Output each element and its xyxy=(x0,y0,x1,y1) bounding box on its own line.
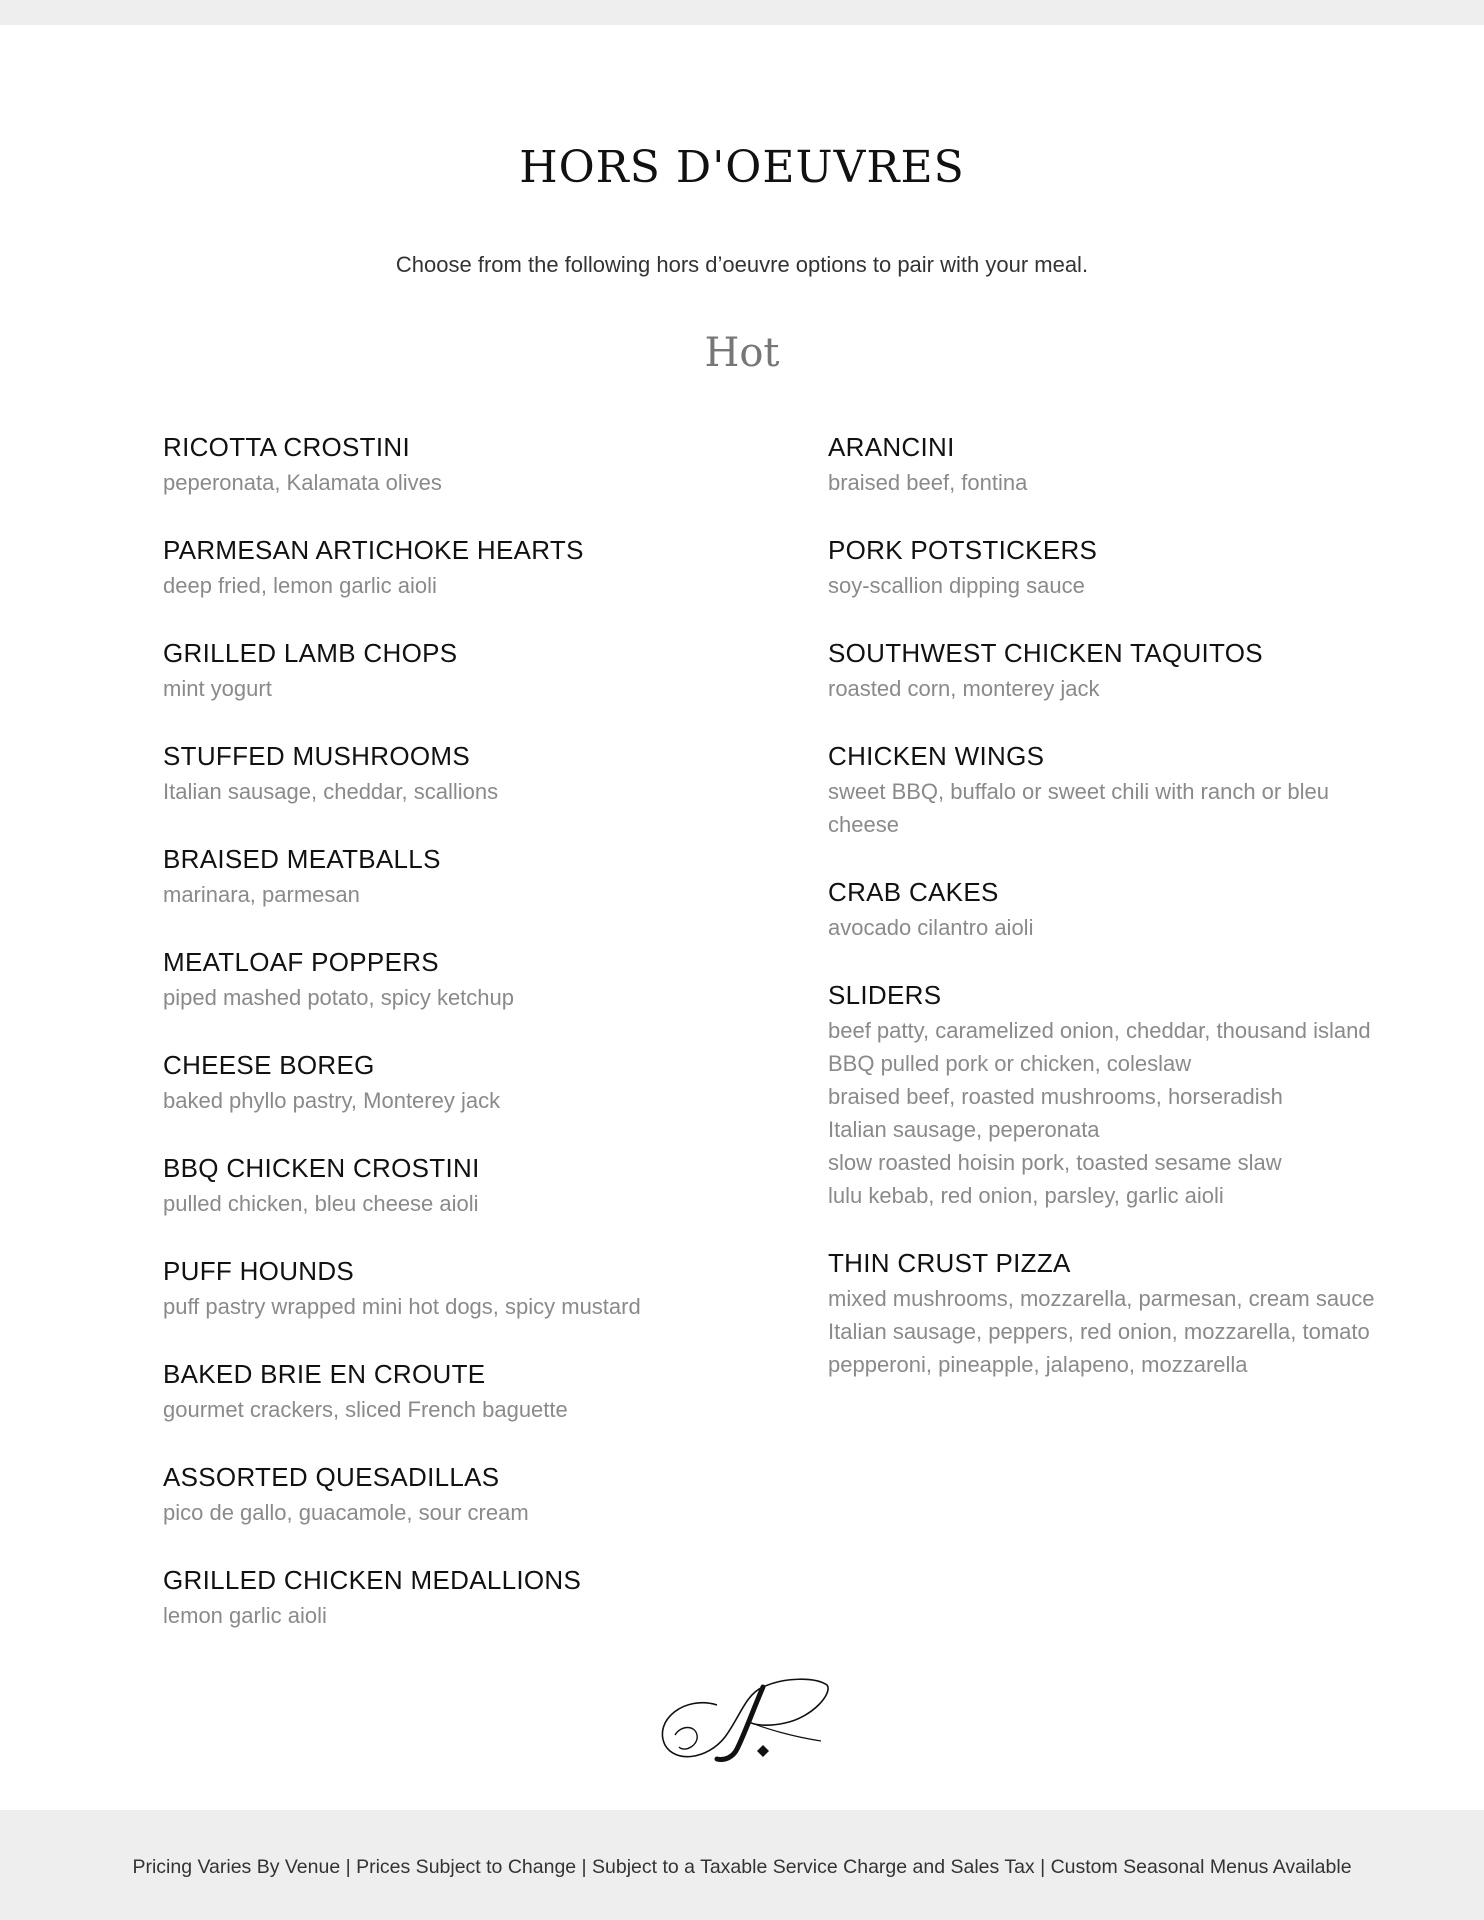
menu-item xyxy=(828,430,1428,499)
menu-item-description xyxy=(163,672,763,705)
menu-item-description-line: avocado cilantro aioli xyxy=(828,915,1034,940)
menu-item xyxy=(163,1048,763,1117)
menu-item-description xyxy=(163,466,763,499)
section-heading-hot: Hot xyxy=(704,330,780,376)
menu-item-description-line: sweet BBQ, buffalo or sweet chili with ranch or bleu xyxy=(828,779,1329,804)
menu-item-description-line: baked phyllo pastry, Monterey jack xyxy=(163,1088,501,1113)
menu-item-description xyxy=(163,1393,763,1426)
menu-item-description-line: Italian sausage, peperonata xyxy=(828,1117,1100,1142)
menu-item-description xyxy=(163,1290,763,1323)
menu-item-description-line: peperonata, Kalamata olives xyxy=(163,470,442,495)
menu-item-description-line: deep fried, lemon garlic aioli xyxy=(163,573,437,598)
menu-item xyxy=(828,978,1428,1212)
menu-item-description xyxy=(828,775,1428,841)
menu-item-description-line: soy-scallion dipping sauce xyxy=(828,573,1085,598)
menu-item-description xyxy=(163,1187,763,1220)
menu-item xyxy=(163,842,763,911)
footer-text: Pricing Varies By Venue | Prices Subject to Change | Subject to a Taxable Service Charge and Sales Tax | Custom Seasonal Menus Available xyxy=(132,1856,1352,1878)
menu-item-description xyxy=(828,672,1428,705)
menu-column-left xyxy=(163,430,763,1666)
menu-item-name: CHEESE BOREG xyxy=(163,1050,375,1080)
footer-band xyxy=(0,1810,1484,1920)
menu-item-description-line: beef patty, caramelized onion, cheddar, thousand island xyxy=(828,1018,1371,1043)
menu-column-right xyxy=(828,430,1428,1415)
menu-item xyxy=(163,636,763,705)
menu-item-description-line: pico de gallo, guacamole, sour cream xyxy=(163,1500,529,1525)
menu-item-name: MEATLOAF POPPERS xyxy=(163,947,439,977)
menu-item xyxy=(163,739,763,808)
menu-item xyxy=(163,945,763,1014)
menu-item-description-line: cheese xyxy=(828,812,899,837)
menu-item xyxy=(163,1563,763,1632)
top-band xyxy=(0,0,1484,25)
menu-item-description xyxy=(163,1599,763,1632)
menu-item-description xyxy=(828,911,1428,944)
menu-item-description xyxy=(163,1084,763,1117)
menu-item-description-line: piped mashed potato, spicy ketchup xyxy=(163,985,515,1010)
menu-item-description-line: pepperoni, pineapple, jalapeno, mozzarella xyxy=(828,1352,1248,1377)
menu-item-name: ARANCINI xyxy=(828,432,955,462)
menu-item-name: PORK POTSTICKERS xyxy=(828,535,1098,565)
menu-item xyxy=(163,1357,763,1426)
menu-item-name: SLIDERS xyxy=(828,980,942,1010)
menu-item-description xyxy=(163,1496,763,1529)
menu-item xyxy=(828,636,1428,705)
intro-text: Choose from the following hors d’oeuvre options to pair with your meal. xyxy=(395,252,1089,277)
menu-item xyxy=(828,875,1428,944)
menu-item xyxy=(163,533,763,602)
menu-item xyxy=(163,1254,763,1323)
menu-item-description-line: roasted corn, monterey jack xyxy=(828,676,1100,701)
menu-item xyxy=(828,1246,1428,1381)
menu-item-description-line: pulled chicken, bleu cheese aioli xyxy=(163,1191,479,1216)
menu-item xyxy=(163,1460,763,1529)
menu-item-description-line: lulu kebab, red onion, parsley, garlic aioli xyxy=(828,1183,1224,1208)
menu-item-description xyxy=(828,1014,1428,1212)
menu-item-name: PUFF HOUNDS xyxy=(163,1256,355,1286)
menu-item-description xyxy=(828,1282,1428,1381)
menu-item-description xyxy=(163,569,763,602)
menu-item-name: SOUTHWEST CHICKEN TAQUITOS xyxy=(828,638,1263,668)
menu-item-description-line: Italian sausage, cheddar, scallions xyxy=(163,779,499,804)
menu-item-description xyxy=(163,775,763,808)
menu-item-description-line: slow roasted hoisin pork, toasted sesame slaw xyxy=(828,1150,1282,1175)
menu-item-name: PARMESAN ARTICHOKE HEARTS xyxy=(163,535,584,565)
menu-item-name: BAKED BRIE EN CROUTE xyxy=(163,1359,486,1389)
menu-item-name: CRAB CAKES xyxy=(828,877,999,907)
menu-item-description xyxy=(163,981,763,1014)
menu-item xyxy=(828,533,1428,602)
menu-item-name: BRAISED MEATBALLS xyxy=(163,844,441,874)
script-p-monogram-icon xyxy=(645,1665,835,1765)
menu-item-name: BBQ CHICKEN CROSTINI xyxy=(163,1153,480,1183)
menu-item-description-line: lemon garlic aioli xyxy=(163,1603,327,1628)
menu-item-name: RICOTTA CROSTINI xyxy=(163,432,410,462)
menu-item-name: GRILLED LAMB CHOPS xyxy=(163,638,458,668)
menu-item-name: ASSORTED QUESADILLAS xyxy=(163,1462,500,1492)
menu-item-description xyxy=(828,466,1428,499)
menu-item-description xyxy=(828,569,1428,602)
menu-item xyxy=(828,739,1428,841)
menu-item-name: CHICKEN WINGS xyxy=(828,741,1045,771)
menu-item-name: STUFFED MUSHROOMS xyxy=(163,741,470,771)
menu-item-name: THIN CRUST PIZZA xyxy=(828,1248,1071,1278)
menu-item-name: GRILLED CHICKEN MEDALLIONS xyxy=(163,1565,582,1595)
menu-item-description-line: Italian sausage, peppers, red onion, mozzarella, tomato xyxy=(828,1319,1370,1344)
menu-item xyxy=(163,1151,763,1220)
menu-item-description-line: mixed mushrooms, mozzarella, parmesan, cream sauce xyxy=(828,1286,1375,1311)
menu-item-description-line: mint yogurt xyxy=(163,676,272,701)
menu-item-description-line: braised beef, fontina xyxy=(828,470,1028,495)
menu-item xyxy=(163,430,763,499)
menu-item-description-line: BBQ pulled pork or chicken, coleslaw xyxy=(828,1051,1192,1076)
menu-item-description xyxy=(163,878,763,911)
menu-item-description-line: braised beef, roasted mushrooms, horseradish xyxy=(828,1084,1283,1109)
menu-item-description-line: puff pastry wrapped mini hot dogs, spicy mustard xyxy=(163,1294,641,1319)
page-title: HORS D'OEUVRES xyxy=(519,142,965,193)
menu-item-description-line: gourmet crackers, sliced French baguette xyxy=(163,1397,568,1422)
menu-item-description-line: marinara, parmesan xyxy=(163,882,360,907)
